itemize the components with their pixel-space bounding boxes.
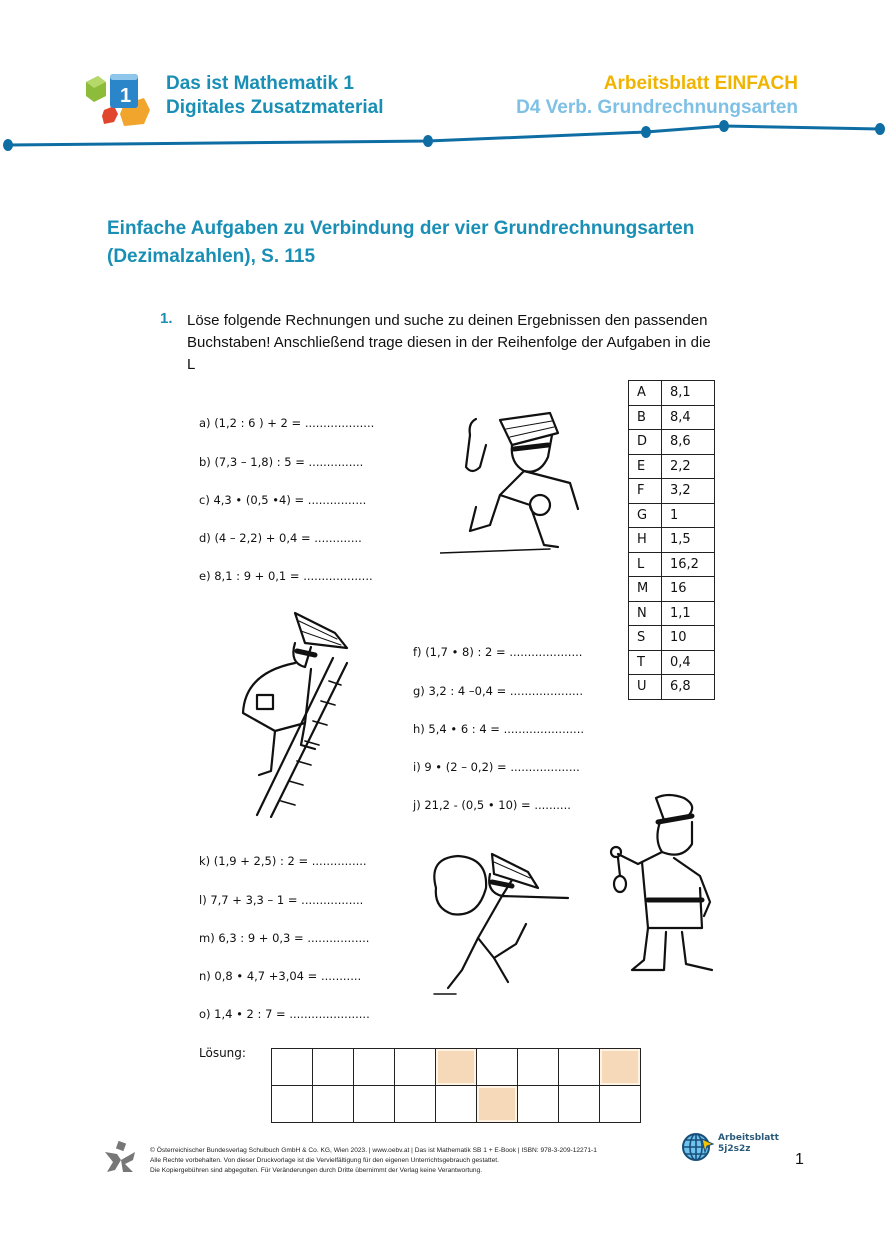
solution-row	[272, 1049, 641, 1086]
solution-cell[interactable]	[272, 1049, 313, 1086]
solution-cell[interactable]	[518, 1049, 559, 1086]
solution-cell[interactable]	[559, 1049, 600, 1086]
task-text-line: L	[187, 356, 196, 373]
letter-cell: G	[629, 503, 662, 528]
solution-grid	[271, 1048, 641, 1123]
solution-cell[interactable]	[600, 1086, 641, 1123]
letter-table-row	[629, 454, 715, 479]
police-officer-illustration	[608, 792, 714, 977]
exercise-j: j) 21,2 - (0,5 • 10) = ..........	[413, 798, 571, 812]
letter-value-table	[628, 380, 715, 700]
solution-cell[interactable]	[313, 1086, 354, 1123]
globe-cursor-icon[interactable]	[682, 1131, 714, 1163]
letter-table-row	[629, 528, 715, 553]
solution-cell[interactable]	[313, 1049, 354, 1086]
exercise-d: d) (4 – 2,2) + 0,4 = .............	[199, 531, 362, 545]
value-cell: 1	[662, 503, 715, 528]
exercise-b: b) (7,3 – 1,8) : 5 = ...............	[199, 455, 364, 469]
letter-table-row	[629, 577, 715, 602]
badge-code: 5j2s2z	[718, 1144, 751, 1154]
burglar-with-sack-illustration	[428, 848, 573, 998]
task-instructions	[187, 310, 787, 376]
letter-cell: D	[629, 430, 662, 455]
book-title: Das ist Mathematik 1	[166, 73, 354, 94]
letter-table-row	[629, 650, 715, 675]
logo-number: 1	[120, 85, 132, 107]
copyright-line: Alle Rechte vorbehalten. Von dieser Druckvorlage ist die Vervielfältigung für den eigenen Unterrichtsgebrauch gestattet.	[150, 1157, 499, 1164]
solution-cell[interactable]	[518, 1086, 559, 1123]
solution-row	[272, 1086, 641, 1123]
line-node	[719, 120, 729, 132]
letter-table-row	[629, 405, 715, 430]
letter-table-row	[629, 503, 715, 528]
worksheet-code-badge[interactable]	[718, 1133, 779, 1155]
letter-cell: A	[629, 381, 662, 406]
task-text-line: Buchstaben! Anschließend trage diesen in der Reihenfolge der Aufgaben in die	[187, 334, 711, 351]
value-cell: 8,4	[662, 405, 715, 430]
solution-cell[interactable]	[395, 1049, 436, 1086]
exercise-a: a) (1,2 : 6 ) + 2 = ...................	[199, 416, 375, 430]
solution-cell[interactable]	[354, 1086, 395, 1123]
worksheet-topic: D4 Verb. Grundrechnungsarten	[516, 97, 798, 118]
exercise-l: l) 7,7 + 3,3 – 1 = .................	[199, 893, 364, 907]
solution-cell[interactable]	[436, 1086, 477, 1123]
letter-cell: H	[629, 528, 662, 553]
exercise-i: i) 9 • (2 – 0,2) = ...................	[413, 760, 580, 774]
letter-table-row	[629, 552, 715, 577]
page-title	[107, 215, 787, 271]
letter-table-row	[629, 601, 715, 626]
exercise-n: n) 0,8 • 4,7 +3,04 = ...........	[199, 969, 362, 983]
value-cell: 16,2	[662, 552, 715, 577]
publisher-logo-icon	[103, 1140, 137, 1174]
value-cell: 8,6	[662, 430, 715, 455]
exercise-m: m) 6,3 : 9 + 0,3 = .................	[199, 931, 370, 945]
value-cell: 1,5	[662, 528, 715, 553]
solution-cell[interactable]	[354, 1049, 395, 1086]
solution-cell-highlighted[interactable]	[436, 1049, 477, 1086]
burglar-on-ladder-illustration	[235, 603, 360, 818]
task-number: 1.	[160, 310, 173, 327]
worksheet-level: Arbeitsblatt EINFACH	[603, 73, 798, 94]
copyright-line: Die Kopiergebühren sind abgegolten. Für Veränderungen durch Dritte übernimmt der Verlag keine Verantwortung.	[150, 1167, 483, 1174]
letter-cell: E	[629, 454, 662, 479]
solution-cell[interactable]	[477, 1049, 518, 1086]
letter-table-row	[629, 381, 715, 406]
copyright-line: © Österreichischer Bundesverlag Schulbuch GmbH & Co. KG, Wien 2023. | www.oebv.at | Das ist Mathematik SB 1 + E-Book | ISBN: 978-3-209-12271-1	[150, 1147, 597, 1154]
value-cell: 10	[662, 626, 715, 651]
line-node	[3, 139, 13, 151]
letter-table-row	[629, 430, 715, 455]
page-title-line1: Einfache Aufgaben zu Verbindung der vier Grundrechnungsarten	[107, 218, 695, 239]
letter-cell: F	[629, 479, 662, 504]
exercise-c: c) 4,3 • (0,5 •4) = ................	[199, 493, 367, 507]
solution-cell-highlighted[interactable]	[477, 1086, 518, 1123]
exercise-f: f) (1,7 • 8) : 2 = ....................	[413, 645, 583, 659]
solution-label: Lösung:	[199, 1046, 246, 1060]
exercise-k: k) (1,9 + 2,5) : 2 = ...............	[199, 854, 367, 868]
letter-table-row	[629, 626, 715, 651]
line-node	[423, 135, 433, 147]
page-title-line2: (Dezimalzahlen), S. 115	[107, 246, 316, 267]
solution-cell[interactable]	[272, 1086, 313, 1123]
task-text-line: Löse folgende Rechnungen und suche zu deinen Ergebnissen den passenden	[187, 312, 708, 329]
line-node	[875, 123, 885, 135]
value-cell: 0,4	[662, 650, 715, 675]
solution-cell[interactable]	[395, 1086, 436, 1123]
letter-cell: M	[629, 577, 662, 602]
burglar-with-wrench-illustration	[440, 405, 590, 555]
value-cell: 16	[662, 577, 715, 602]
letter-cell: U	[629, 675, 662, 700]
exercise-h: h) 5,4 • 6 : 4 = ......................	[413, 722, 585, 736]
exercise-g: g) 3,2 : 4 –0,4 = ....................	[413, 684, 583, 698]
value-cell: 6,8	[662, 675, 715, 700]
book-subtitle: Digitales Zusatzmaterial	[166, 97, 384, 118]
value-cell: 1,1	[662, 601, 715, 626]
letter-cell: S	[629, 626, 662, 651]
page-number: 1	[795, 1151, 804, 1168]
letter-table-row	[629, 479, 715, 504]
letter-cell: L	[629, 552, 662, 577]
badge-label: Arbeitsblatt	[718, 1133, 779, 1143]
copyright-notice	[150, 1146, 670, 1176]
letter-table-row	[629, 675, 715, 700]
letter-cell: N	[629, 601, 662, 626]
value-cell: 8,1	[662, 381, 715, 406]
line-node	[641, 126, 651, 138]
solution-cell-highlighted[interactable]	[600, 1049, 641, 1086]
solution-cell[interactable]	[559, 1086, 600, 1123]
letter-cell: B	[629, 405, 662, 430]
letter-cell: T	[629, 650, 662, 675]
exercise-e: e) 8,1 : 9 + 0,1 = ...................	[199, 569, 373, 583]
value-cell: 2,2	[662, 454, 715, 479]
value-cell: 3,2	[662, 479, 715, 504]
exercise-o: o) 1,4 • 2 : 7 = ......................	[199, 1007, 370, 1021]
header-divider-line	[0, 118, 890, 158]
